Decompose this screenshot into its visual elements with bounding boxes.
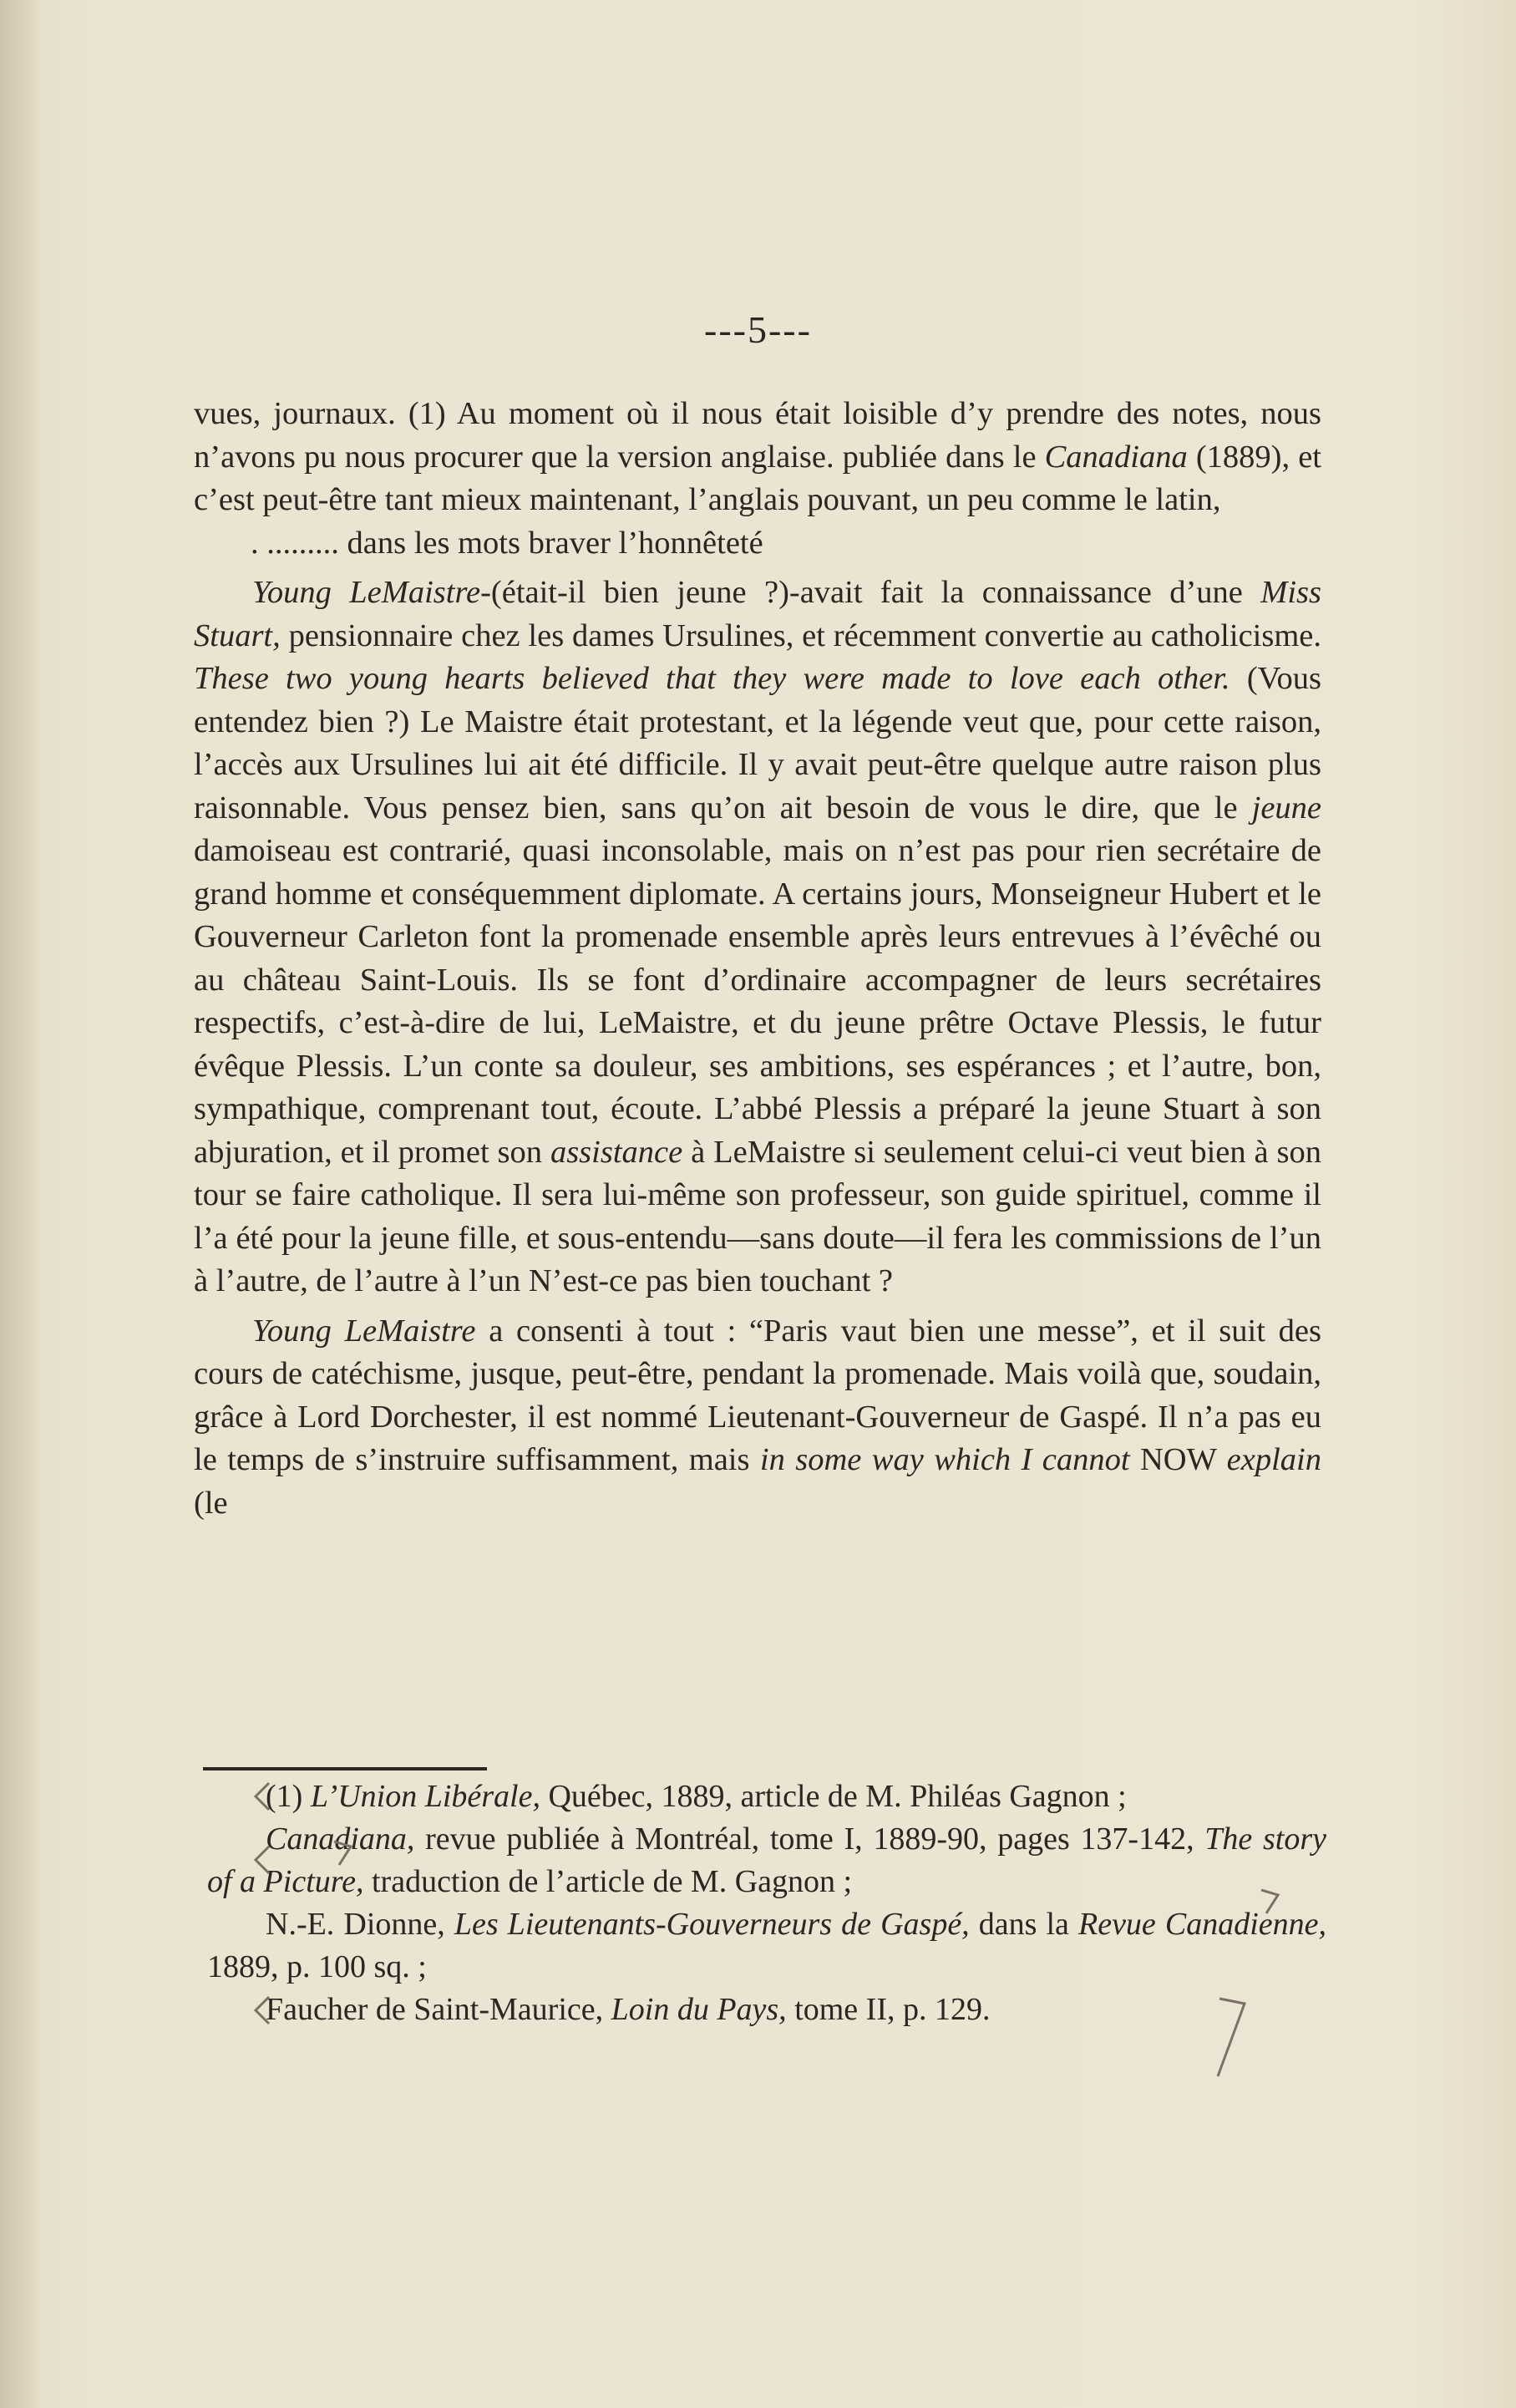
page-number: ---5--- [704,308,812,351]
text-run: Québec, 1889, article de M. Philéas Gagnon ; [540,1779,1127,1814]
text-run: damoiseau est contrarié, quasi inconsolable, mais on n’est pas pour rien secrétaire de grand homme et conséquemment diplomate. A certains jours, Monseigneur Hubert et le Gouverneur Carleton font la promenade ensemble après leurs entrevues à l’évêché ou au château Saint-Louis. Ils se font d’ordinaire accompagner de leurs secrétaires respectifs, c’est-à-dire de lui, LeMaistre, et du jeune prêtre Octave Plessis, le futur évêque Plessis. L’un conte sa douleur, ses ambitions, ses espérances ; et l’autre, bon, sympathique, comprenant tout, écoute. L’abbé Plessis a préparé la jeune Stuart à son abjuration, et il promet son [194,833,1321,1170]
text-run: -(était-il bien jeune ?)-avait fait la connaissance d’une [480,575,1261,610]
italic-run: Young LeMaistre [252,575,481,610]
text-run: dans la [969,1907,1078,1942]
italic-run: Revue Canadienne, [1077,1907,1327,1942]
text-run: (le [194,1485,228,1521]
text-run: traduction de l’article de M. Gagnon ; [363,1864,853,1899]
text-run: revue publiée à Montréal, tome I, 1889-90, pages 137-142, [414,1821,1205,1857]
italic-run: L’Union Libérale, [310,1779,540,1814]
pencil-bracket-mark [256,1847,269,1873]
italic-run: Young LeMaistre [252,1313,476,1349]
italic-run: Les Lieutenants-Gouverneurs de Gaspé, [454,1907,970,1942]
page-edge-shadow [0,0,42,2408]
italic-run: These two young hearts believed that they were made to love each other. [194,661,1230,696]
italic-run: Miss Stuart, [194,575,1321,653]
text-run: (Vous entendez bien ?) Le Maistre était protestant, et la légende veut que, pour cette raison, l’accès aux Ursulines lui ait été difficile. Il y avait peut-être quelque autre raison plus raisonnable. Vous pensez bien, sans qu’on ait besoin de vous le dire, que le [194,661,1322,826]
text-run: pensionnaire chez les dames Ursulines, et récemment convertie au catholicisme. [280,617,1321,653]
paragraph-2 [194,572,1321,1303]
pencil-marks [251,1771,1253,2047]
italic-run: explain [1226,1442,1321,1477]
italic-run: jeune [1251,790,1321,826]
italic-run: Loin du Pays, [611,1992,787,2027]
italic-run: Canadiana [1044,439,1188,475]
pencil-bracket-mark [256,1997,269,2024]
paragraph-1 [194,393,1321,522]
pencil-bracket-mark [256,1783,269,1810]
text-run: 1889, p. 100 sq. ; [207,1949,427,1984]
main-text [194,393,1321,1525]
text-run: (1889), et c’est peut-être tant mieux maintenant, l’anglais pouvant, un peu comme le latin, [194,439,1321,517]
pencil-check-mark [334,1842,351,1865]
italic-run: Canadiana, [266,1821,415,1857]
italic-run: The story of a Picture, [207,1821,1326,1899]
text-run: (1) [266,1779,311,1814]
footnote-rule [203,1767,487,1770]
text-run: à LeMaistre si seulement celui-ci veut bien à son tour se faire catholique. Il sera lui-même son professeur, son guide spirituel, comme il l’a été pour la jeune fille, et sous-entendu—sans doute—il fera les commissions de l’un à l’autre, de l’autre à l’un N’est-ce pas bien touchant ? [194,1134,1321,1298]
small-caps-run: NOW [1129,1442,1227,1477]
pencil-check-mark [1218,1999,1245,2076]
paragraph-3 [194,1310,1321,1526]
italic-run: assistance [550,1134,683,1170]
text-run: tome II, p. 129. [786,1992,991,2027]
text-run: Faucher de Saint-Maurice, [266,1992,611,2027]
text-run: N.-E. Dionne, [266,1907,454,1942]
verse-line: . ......... dans les mots braver l’honnêteté [251,525,763,561]
text-run: a consenti à tout : “Paris vaut bien une messe”, et il suit des cours de catéchisme, jusque, peut-être, pendant la promenade. Mais voilà que, soudain, grâce à Lord Dorchester, il est nommé Lieutenant-Gouverneur de Gaspé. Il n’a pas eu le temps de s’instruire suffisamment, mais [194,1313,1321,1477]
text-run: vues, journaux. (1) Au moment où il nous était loisible d’y prendre des notes, nous n’avons pu nous procurer que la version anglaise. publiée dans le [194,396,1321,475]
italic-run: in some way which I cannot [759,1442,1130,1477]
